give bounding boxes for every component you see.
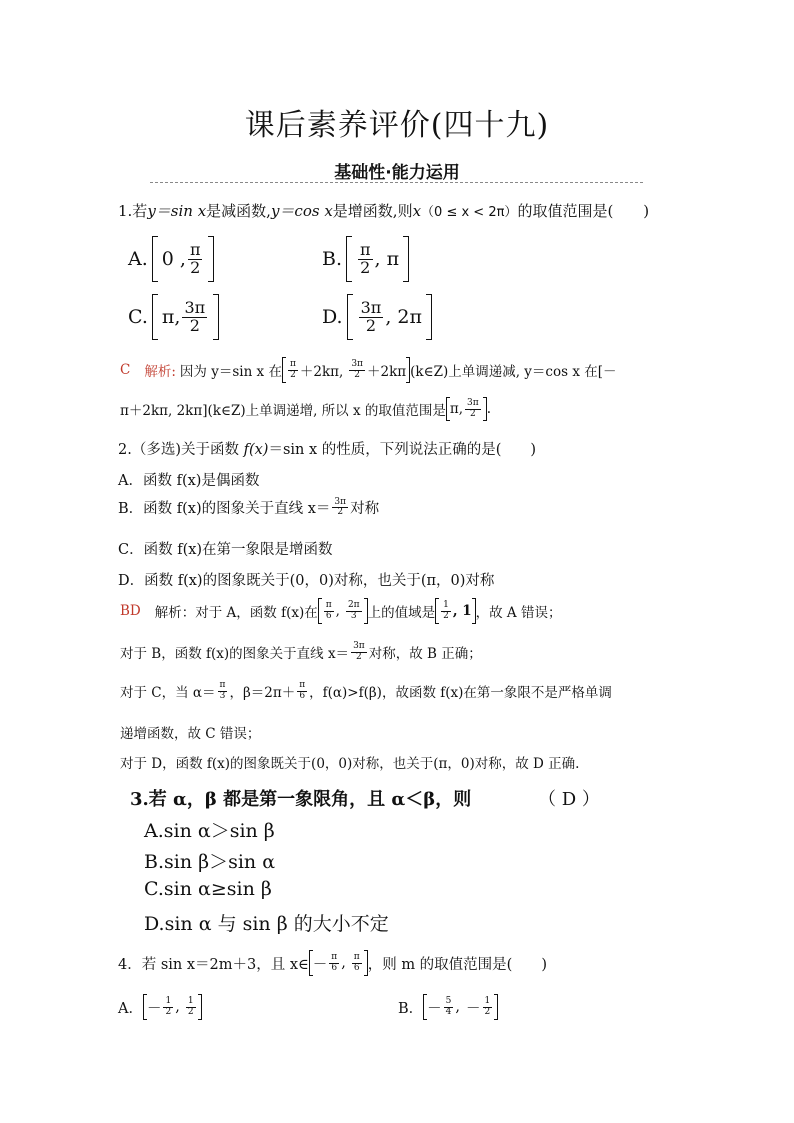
q1-option-c[interactable]: C. π, $\frac{3\pi}{2}$ (128, 294, 219, 340)
q1-option-b[interactable]: B. $\frac{\pi}{2}$ , π (322, 236, 409, 282)
q1-solution-line1: C 解析: 因为 y＝sin x 在 $\frac{\pi}{2}$ ＋2kπ, $\frac{3\pi}{2}$ ＋2kπ (k∈Z)上单调递减, y＝cos x 在[－ (120, 357, 617, 383)
q4-stem: 4．若 sin x＝2m＋3，且 x∈ － $\frac{\pi}{6}$ , $\frac{\pi}{6}$ ，则 m 的取值范围是( ) (118, 950, 547, 976)
q3-option-a[interactable]: A.sin α＞sin β (144, 820, 275, 842)
section-subtitle: 基础性·能力运用 (334, 163, 460, 183)
q2-stem: 2.（多选)关于函数 f(x)＝sin x 的性质，下列说法正确的是( ) (118, 442, 537, 458)
page-title: 课后素养评价(四十九) (244, 108, 550, 143)
q1-stem: 1.若y＝sin x是减函数,y＝cos x是增函数,则x（0 ≤ x < 2π）的取值范围是( ) (118, 202, 650, 220)
q2-option-a[interactable]: A．函数 f(x)是偶函数 (118, 473, 260, 489)
q1-answer: C (120, 362, 131, 378)
q2-option-d[interactable]: D．函数 f(x)的图象既关于(0，0)对称，也关于(π，0)对称 (118, 573, 495, 589)
q2-solution-b: 对于 B，函数 f(x)的图象关于直线 x＝ $\frac{3\pi}{2}$ 对称，故 B 正确； (120, 641, 482, 662)
q2-solution-d: 对于 D，函数 f(x)的图象既关于(0，0)对称，也关于(π，0)对称，故 D 正确. (120, 756, 580, 772)
q3-option-b[interactable]: B.sin β＞sin α (144, 851, 276, 873)
q4-option-b[interactable]: B． － $\frac{5}{4}$ , － $\frac{1}{2}$ (398, 994, 498, 1020)
q4-option-a[interactable]: A． － $\frac{1}{2}$ , $\frac{1}{2}$ (118, 994, 202, 1020)
dashed-divider (150, 182, 643, 183)
q1-option-a[interactable]: A. 0 , $\frac{\pi}{2}$ (128, 236, 214, 282)
q2-solution-c-cont: 递增函数，故 C 错误； (120, 726, 261, 742)
q2-option-b[interactable]: B．函数 f(x)的图象关于直线 x＝ $\frac{3\pi}{2}$ 对称 (118, 496, 380, 517)
q2-answer: BD (120, 603, 141, 619)
q3-stem: 3.若 α，β 都是第一象限角，且 α＜β，则 (130, 789, 472, 810)
q2-option-c[interactable]: C．函数 f(x)在第一象限是增函数 (118, 542, 333, 558)
q3-option-d[interactable]: D.sin α 与 sin β 的大小不定 (144, 913, 389, 935)
q2-solution-a: BD 解析：对于 A，函数 f(x)在 $\frac{\pi}{6}$ , $\frac{2\pi}{3}$ 上的值域是 $\frac{1}{2}$ , 1 ，故 A 错误； (120, 598, 561, 624)
q3-answer: （ D ） (538, 789, 600, 810)
q1-option-d[interactable]: D. $\frac{3\pi}{2}$ , 2π (322, 294, 432, 340)
q3-option-c[interactable]: C.sin α≥sin β (144, 878, 272, 900)
q1-solution-line2: π＋2kπ, 2kπ](k∈Z)上单调递增, 所以 x 的取值范围是 π, $\frac{3\pi}{2}$ . (120, 398, 491, 419)
q2-solution-c: 对于 C，当 α＝ $\frac{\pi}{3}$ ，β＝2π＋ $\frac{\pi}{6}$ ，f(α)>f(β)，故函数 f(x)在第一象限不是严格单调 (120, 680, 612, 701)
